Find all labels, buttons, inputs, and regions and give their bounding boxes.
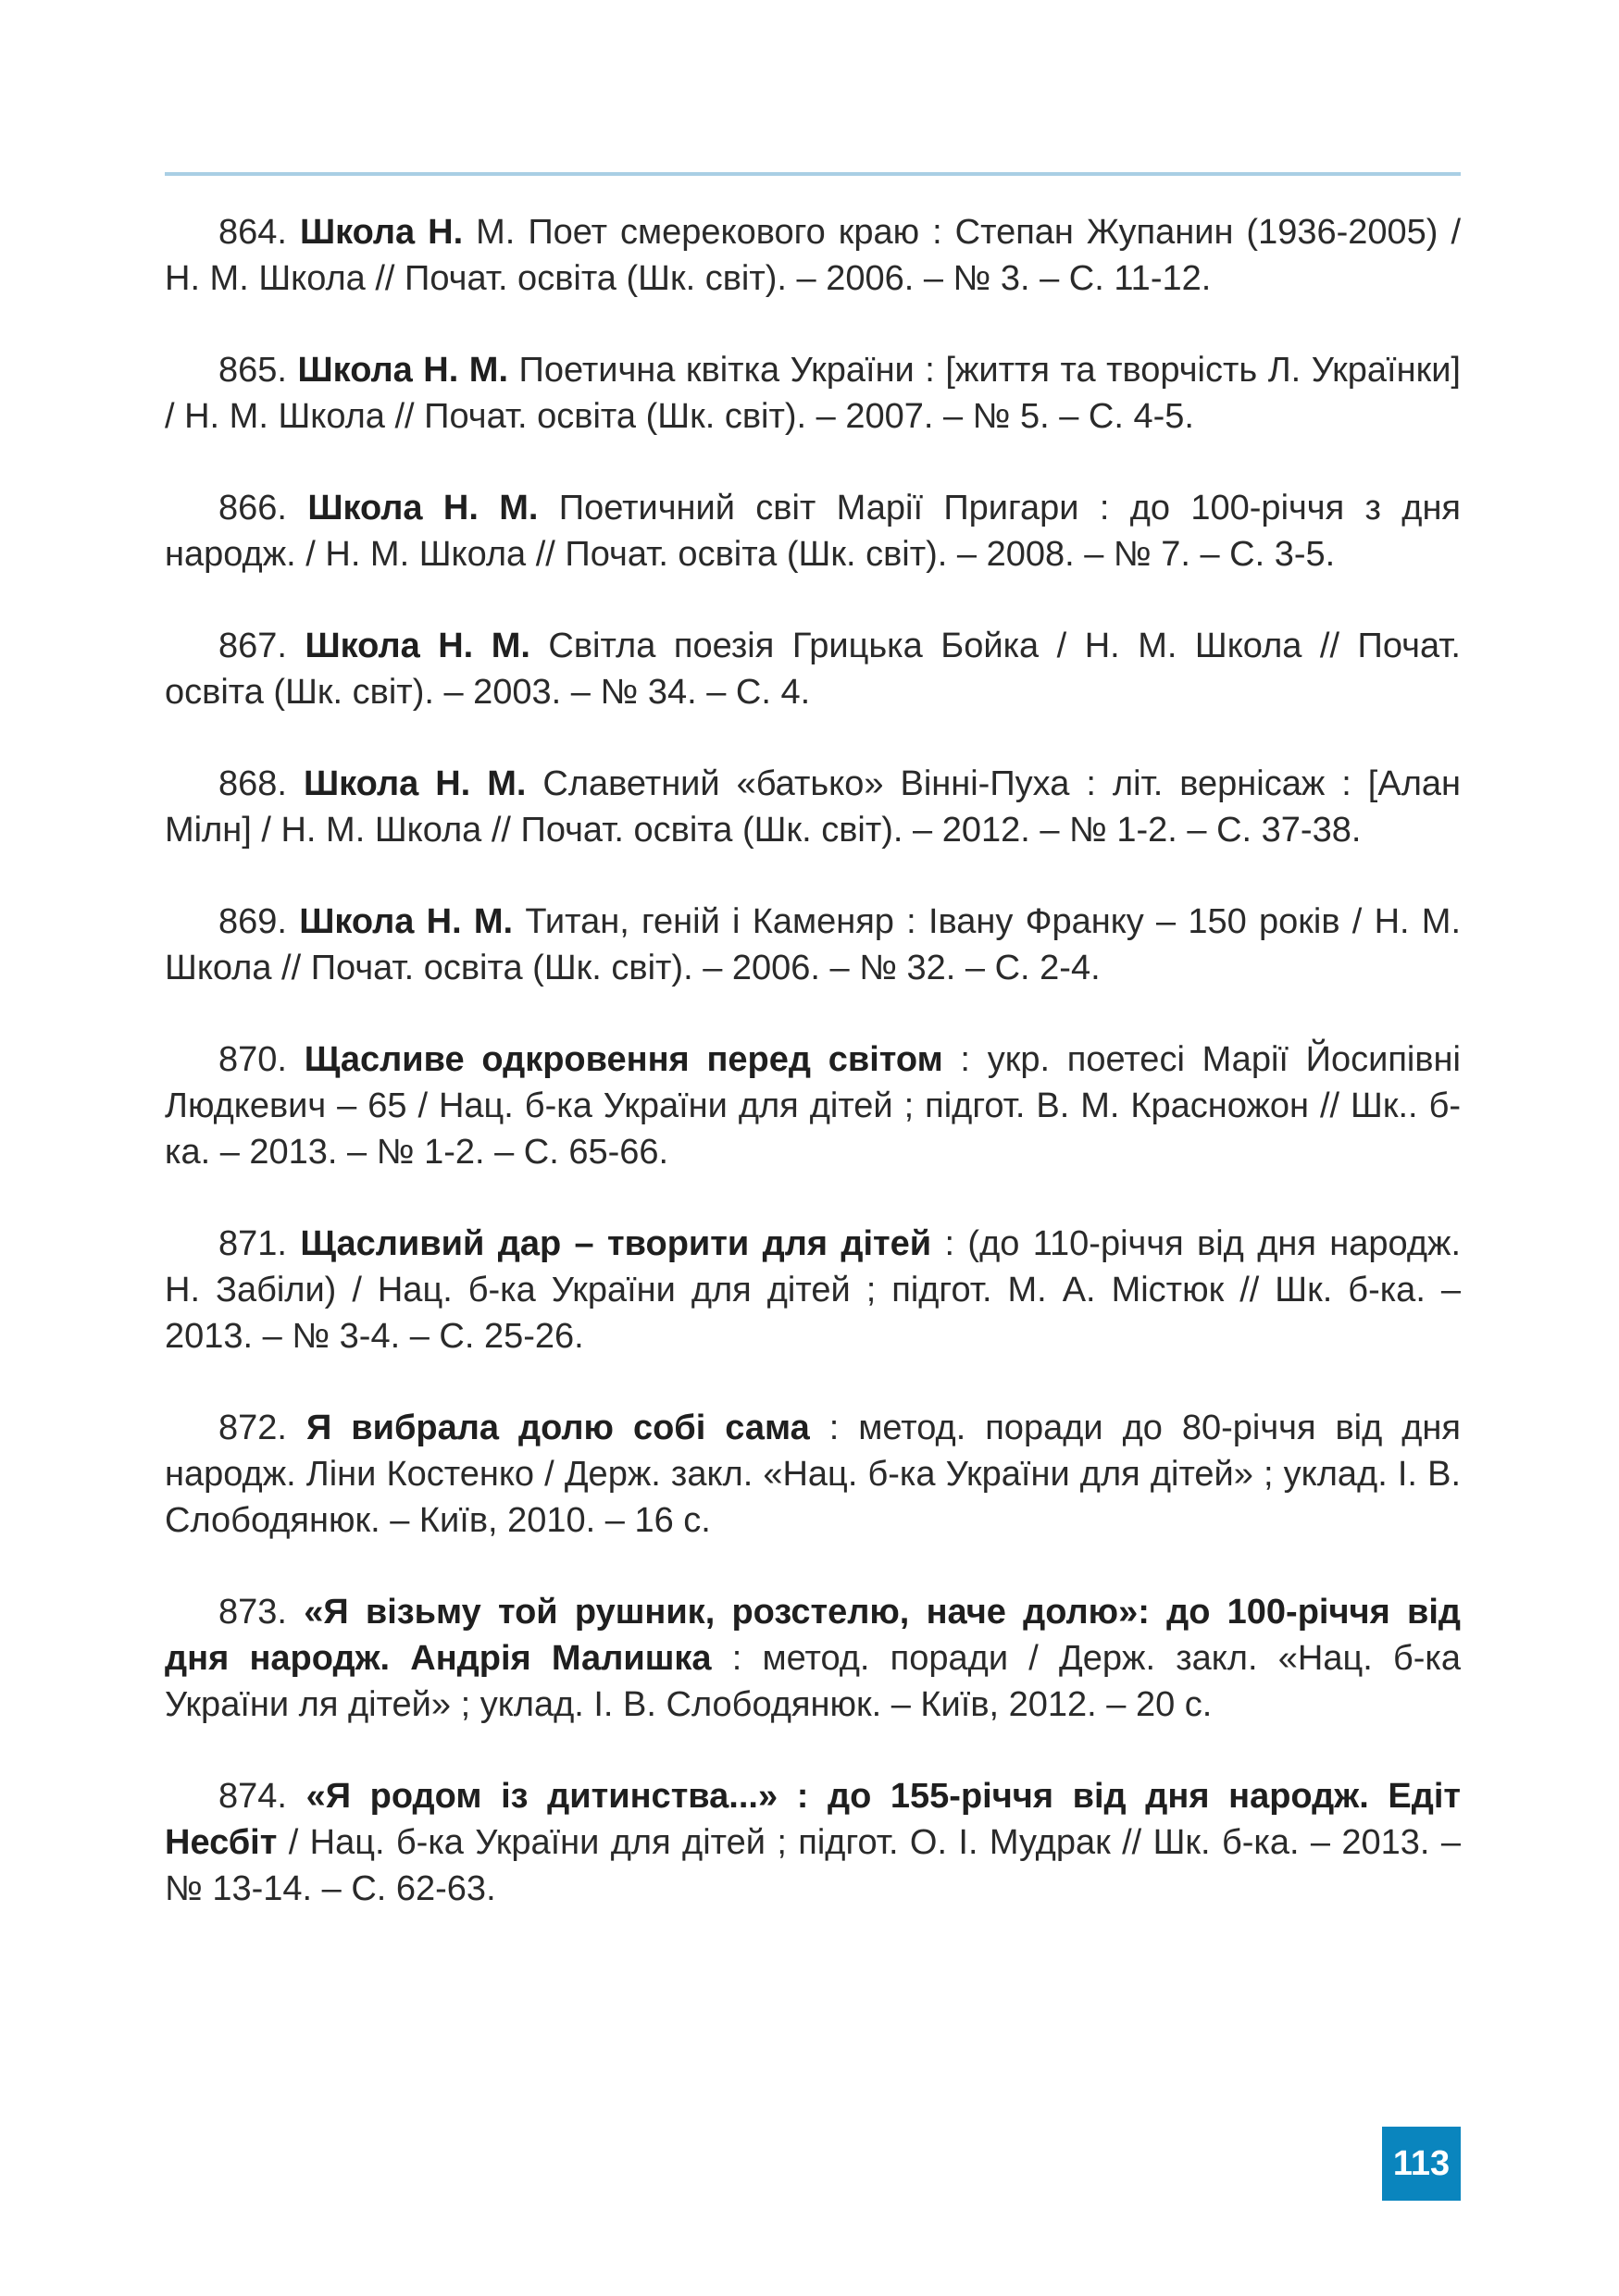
bibliography-entry xyxy=(165,761,1461,853)
entry-text: Поетична квітка України : [життя та творчість Л. Українки] / Н. М. Школа // Почат. освіта (Шк. світ). – 2007. – № 5. – С. 4-5. xyxy=(165,351,1461,436)
entry-heading: «Я родом із дитинства...» : до 155-річчя від дня народж. Едіт Несбіт xyxy=(165,1777,1461,1862)
bibliography-entry xyxy=(165,1036,1461,1175)
entry-number: 873. xyxy=(218,1593,287,1632)
bibliography-entry xyxy=(165,1773,1461,1912)
bibliography-entry xyxy=(165,899,1461,991)
entry-heading: Школа Н. М. xyxy=(307,489,539,527)
entry-text: / Нац. б-ка України для дітей ; підгот. О. І. Мудрак // Шк. б-ка. – 2013. – № 13-14. – С. 62-63. xyxy=(165,1823,1461,1908)
header-rule xyxy=(165,172,1461,176)
entry-number: 870. xyxy=(218,1040,287,1079)
bibliography-entry xyxy=(165,1589,1461,1728)
entry-text: Поетичний світ Марії Пригари : до 100-річчя з дня народж. / Н. М. Школа // Почат. освіта (Шк. світ). – 2008. – № 7. – С. 3-5. xyxy=(165,489,1462,574)
entry-text: Славетний «батько» Вінні-Пуха : літ. вернісаж : [Алан Мілн] / Н. М. Школа // Почат. освіта (Шк. світ). – 2012. – № 1-2. – С. 37-38. xyxy=(165,764,1462,850)
entry-number: 874. xyxy=(218,1777,287,1816)
entry-text: : метод. поради / Держ. закл. «Нац. б-ка України ля дітей» ; уклад. І. В. Слободянюк. – Київ, 2012. – 20 с. xyxy=(165,1639,1461,1724)
entry-heading: Щасливе одкровення перед світом xyxy=(304,1040,943,1079)
entry-heading: Щасливий дар – творити для дітей xyxy=(300,1224,932,1263)
bibliography-entry xyxy=(165,623,1461,715)
entry-heading: «Я візьму той рушник, розстелю, наче долю»: до 100-річчя від дня народж. Андрія Малишка xyxy=(165,1593,1462,1678)
entry-heading: Школа Н. М. xyxy=(305,627,530,665)
bibliography-entry xyxy=(165,485,1461,577)
entry-text: : укр. поетесі Марії Йосипівні Людкевич – 65 / Нац. б-ка України для дітей ; підгот. В. М. Красножон // Шк.. б-ка. – 2013. – № 1-2. – С. 65-66. xyxy=(165,1040,1461,1172)
bibliography-list xyxy=(165,209,1461,1957)
entry-text: Титан, геній і Каменяр : Івану Франку – 150 років / Н. М. Школа // Почат. освіта (Шк. світ). – 2006. – № 32. – С. 2-4. xyxy=(165,902,1462,987)
entry-heading: Школа Н. М. xyxy=(303,764,527,803)
entry-number: 864. xyxy=(218,213,287,252)
bibliography-entry xyxy=(165,1221,1461,1359)
page-number-badge: 113 xyxy=(1382,2127,1461,2201)
bibliography-entry xyxy=(165,209,1461,302)
entry-number: 867. xyxy=(218,627,287,665)
entry-text: М. Поет смерекового краю : Степан Жупанин (1936-2005) / Н. М. Школа // Почат. освіта (Шк. світ). – 2006. – № 3. – С. 11-12. xyxy=(165,213,1461,298)
entry-text: : (до 110-річчя від дня народж. Н. Забіли) / Нац. б-ка України для дітей ; підгот. М. А. Містюк // Шк. б-ка. – 2013. – № 3-4. – С. 25-26. xyxy=(165,1224,1461,1356)
entry-heading: Школа Н. М. xyxy=(297,351,508,390)
bibliography-entry xyxy=(165,347,1461,440)
entry-text: : метод. поради до 80-річчя від дня народж. Ліни Костенко / Держ. закл. «Нац. б-ка України для дітей» ; уклад. І. В. Слободянюк. – Київ, 2010. – 16 с. xyxy=(165,1409,1461,1540)
entry-number: 865. xyxy=(218,351,287,390)
entry-heading: Школа Н. xyxy=(299,213,464,252)
entry-number: 872. xyxy=(218,1409,287,1447)
bibliography-entry xyxy=(165,1405,1461,1544)
entry-number: 868. xyxy=(218,764,287,803)
entry-number: 869. xyxy=(218,902,287,941)
entry-number: 866. xyxy=(218,489,287,527)
entry-text: Світла поезія Грицька Бойка / Н. М. Школа // Почат. освіта (Шк. світ). – 2003. – № 34. – С. 4. xyxy=(165,627,1461,712)
entry-heading: Школа Н. М. xyxy=(299,902,514,941)
entry-number: 871. xyxy=(218,1224,287,1263)
entry-heading: Я вибрала долю собі сама xyxy=(305,1409,810,1447)
